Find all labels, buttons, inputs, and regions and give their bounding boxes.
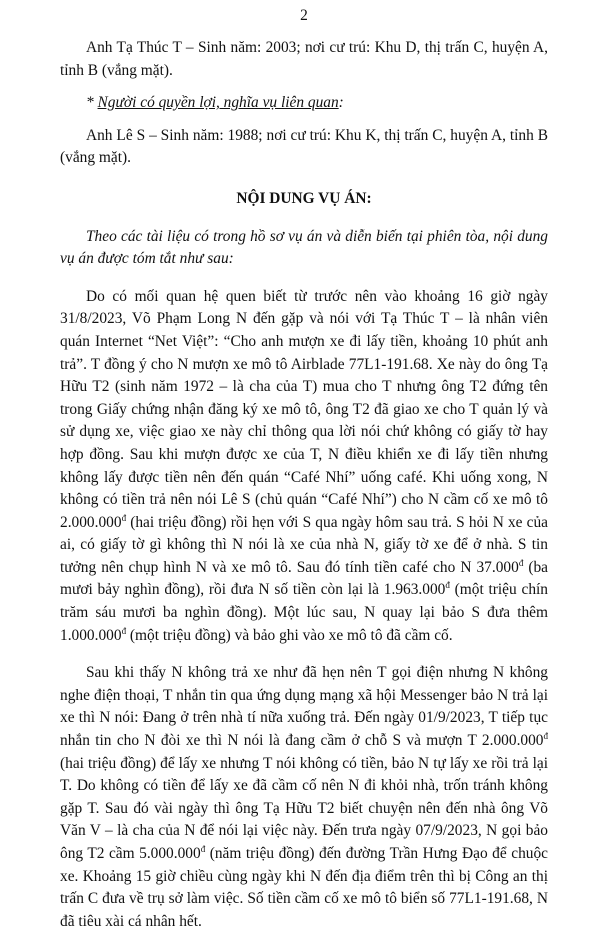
- party-defendant-paragraph: Anh Tạ Thúc T – Sinh năm: 2003; nơi cư trú: Khu D, thị trấn C, huyện A, tỉnh B (vắng mặt).: [60, 39, 548, 79]
- case-paragraph-2: [60, 662, 548, 933]
- page-number: 2: [300, 7, 308, 24]
- currency-unit-superscript: đ: [543, 730, 548, 741]
- case-paragraph-1-part-1: Do có mối quan hệ quen biết từ trước nên vào khoảng 16 giờ ngày 31/8/2023, Võ Phạm Long N đến gặp và nói với Tạ Thúc T – là nhân viên quán Internet “Net Việt”: “Cho anh mượn xe đi lấy tiền, khoảng 10 phút anh trả”. T đồng ý cho N mượn xe mô tô Airblade 77L1-191.68. Xe này do ông Tạ Hữu T2 (sinh năm 1972 – là cha của T) mua cho T nhưng ông T2 đứng tên trong Giấy chứng nhận đăng ký xe mô tô, ông T2 đã giao xe cho T quản lý và sử dụng xe, việc giao xe này chỉ thông qua lời nói chứ không có giấy tờ hay hợp đồng. Sau khi mượn được xe của T, N điều khiển xe đi lấy tiền nhưng không lấy được tiền nên đến quán “Café Nhí” uống café. Khi uống xong, N không có tiền trả nên nói Lê S (chủ quán “Café Nhí”) cho N cầm cố xe mô tô 2.000.000: [60, 287, 548, 531]
- currency-unit-superscript: đ: [121, 512, 127, 523]
- case-paragraph-2-part-1: Sau khi thấy N không trả xe như đã hẹn nên T gọi điện nhưng N không nghe điện thoại, T nhắn tin qua ứng dụng mạng xã hội Messenger bảo N trả lại xe thì N nói: Đang ở trên nhà tí nữa xuống trả. Đến ngày 01/9/2023, T tiếp tục nhắn tin cho N đòi xe thì N nói là đang cầm ở chỗ S và mượn T 2.000.000: [60, 664, 548, 750]
- related-party-heading-text: Người có quyền lợi, nghĩa vụ liên quan: [97, 94, 339, 112]
- case-paragraph-1-part-3: (ba mươi bảy nghìn đồng), rồi đưa N số tiền còn lại là 1.963.000: [60, 558, 549, 599]
- case-paragraph-2-part-2: (hai triệu đồng) để lấy xe nhưng T nói không có tiền, bảo N tự lấy xe rồi trả lại T. Do không có tiền để lấy xe đã cầm cố nên N đi khỏi nhà, trốn tránh không gặp T. Sau đó vài ngày thì ông Tạ Hữu T2 biết chuyện nên đến nhà ông Võ Văn V – là cha của N để nói lại việc này. Đến trưa ngày 07/9/2023, N gọi bảo ông T2 cầm 5.000.000: [60, 754, 548, 862]
- case-paragraph-1: [60, 286, 548, 648]
- currency-unit-superscript: đ: [445, 580, 450, 591]
- section-title: NỘI DUNG VỤ ÁN:: [236, 189, 372, 207]
- document-page: [60, 0, 548, 933]
- related-party-heading: [60, 92, 548, 115]
- case-paragraph-2-part-3: (năm triệu đồng) đến đường Trần Hưng Đạo để chuộc xe. Khoảng 15 giờ chiều cùng ngày khi N đến địa điểm trên thì bị Công an thị trấn C đưa về trụ sở làm việc. Số tiền cầm cố xe mô tô biển số 77L1-191.68, N đã tiêu xài cá nhân hết.: [60, 845, 548, 930]
- case-paragraph-1-part-2: (hai triệu đồng) rồi hẹn với S qua ngày hôm sau trả. S hỏi N xe của ai, có giấy tờ gì không thì N nói là xe của nhà N, giấy tờ xe để ở nhà. S tin tưởng nên chụp hình N và xe mô tô. Sau đó tính tiền café cho N 37.000: [60, 513, 548, 576]
- related-party-bullet: *: [86, 94, 98, 112]
- case-paragraph-1-part-5: (một triệu đồng) và bảo ghi vào xe mô tô đã cầm cố.: [126, 626, 453, 644]
- case-intro-paragraph: Theo các tài liệu có trong hồ sơ vụ án và diễn biến tại phiên tòa, nội dung vụ án được tóm tắt như sau:: [60, 227, 548, 268]
- currency-unit-superscript: đ: [200, 843, 206, 854]
- party-related-paragraph: Anh Lê S – Sinh năm: 1988; nơi cư trú: Khu K, thị trấn C, huyện A, tỉnh B (vắng mặt).: [60, 126, 548, 167]
- currency-unit-superscript: đ: [121, 625, 127, 636]
- currency-unit-superscript: đ: [518, 557, 524, 568]
- case-paragraph-1-part-4: (một triệu chín trăm sáu mươi ba nghìn đồng). Một lúc sau, N quay lại bảo S đưa thêm 1.000.000: [60, 581, 548, 644]
- related-party-heading-colon: :: [338, 94, 344, 112]
